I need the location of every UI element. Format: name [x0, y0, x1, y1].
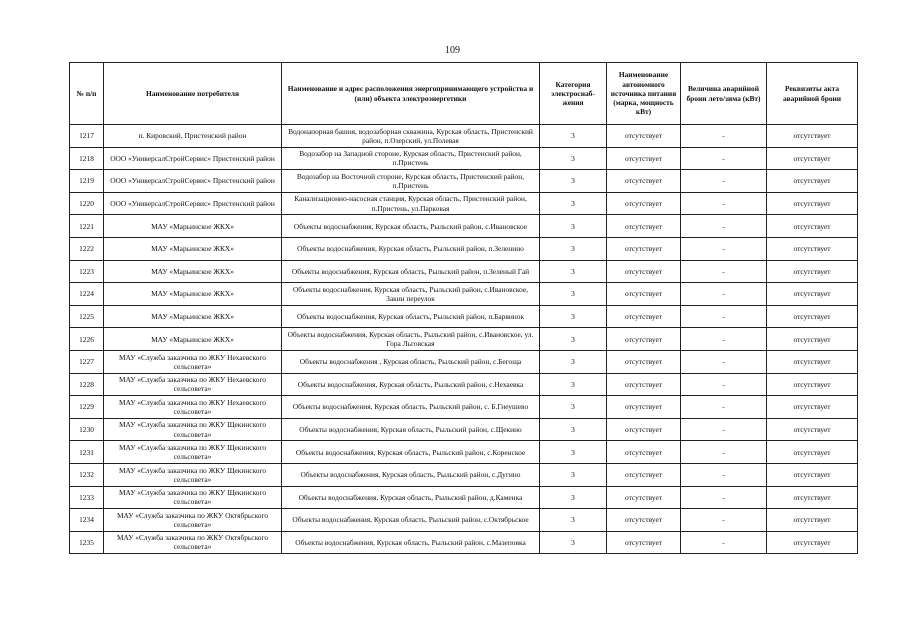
cell-act-details: отсутствует: [767, 531, 858, 554]
cell-number: 1226: [70, 328, 104, 351]
cell-power-source: отсутствует: [607, 350, 681, 373]
cell-consumer: МАУ «Служба заказчика по ЖКУ Нехаевского сельсовета»: [104, 373, 282, 396]
cell-category: 3: [540, 396, 607, 419]
cell-address: Объекты водоснабжения, Курская область, Рыльский район, п.Зеленино: [282, 237, 540, 260]
cell-number: 1221: [70, 215, 104, 238]
cell-number: 1235: [70, 531, 104, 554]
cell-address: Объекты водоснабжения, Курская область, Рыльский район, с.Нехаевка: [282, 373, 540, 396]
cell-act-details: отсутствует: [767, 170, 858, 193]
cell-power-source: отсутствует: [607, 486, 681, 509]
cell-consumer: МАУ «Марьинское ЖКХ»: [104, 237, 282, 260]
cell-act-details: отсутствует: [767, 396, 858, 419]
page-number: 109: [445, 45, 460, 56]
column-header-consumer: Наименование потребителя: [104, 63, 282, 125]
table-row: [70, 441, 858, 464]
cell-act-details: отсутствует: [767, 237, 858, 260]
cell-emergency-reserve: -: [681, 305, 767, 328]
cell-category: 3: [540, 373, 607, 396]
table-row: [70, 125, 858, 148]
table-row: [70, 396, 858, 419]
column-header-number: № п/п: [70, 63, 104, 125]
cell-emergency-reserve: -: [681, 373, 767, 396]
table-body: [70, 125, 858, 554]
cell-address: Канализационно-насосная станция, Курская область, Пристенский район, п.Пристень, ул.Парковая: [282, 192, 540, 215]
cell-category: 3: [540, 283, 607, 306]
cell-act-details: отсутствует: [767, 441, 858, 464]
cell-number: 1218: [70, 147, 104, 170]
table-row: [70, 147, 858, 170]
table-row: [70, 260, 858, 283]
table-row: [70, 463, 858, 486]
cell-address: Объекты водоснабжения, Курская область, Рыльский район, с.Ивановское, ул. Гора Льговская: [282, 328, 540, 351]
cell-category: 3: [540, 192, 607, 215]
table-row: [70, 215, 858, 238]
cell-address: Объекты водоснабжения, Курская область, Рыльский район, д.Каменка: [282, 486, 540, 509]
column-header-address: Наименование и адрес расположения энергопринимающего устройства и (или) объекта электроэнергетики: [282, 63, 540, 125]
cell-consumer: ООО «УниверсалСтройСервис» Пристенский район: [104, 147, 282, 170]
cell-power-source: отсутствует: [607, 237, 681, 260]
cell-address: Водозабор на Восточной стороне, Курская область, Пристенский район, п.Пристень: [282, 170, 540, 193]
cell-emergency-reserve: -: [681, 418, 767, 441]
cell-category: 3: [540, 215, 607, 238]
cell-power-source: отсутствует: [607, 328, 681, 351]
table-row: [70, 283, 858, 306]
cell-category: 3: [540, 486, 607, 509]
cell-act-details: отсутствует: [767, 283, 858, 306]
table-row: [70, 531, 858, 554]
cell-category: 3: [540, 147, 607, 170]
cell-category: 3: [540, 237, 607, 260]
cell-power-source: отсутствует: [607, 125, 681, 148]
cell-act-details: отсутствует: [767, 463, 858, 486]
cell-emergency-reserve: -: [681, 192, 767, 215]
cell-number: 1219: [70, 170, 104, 193]
cell-consumer: МАУ «Служба заказчика по ЖКУ Нехаевского сельсовета»: [104, 396, 282, 419]
cell-consumer: МАУ «Служба заказчика по ЖКУ Щекинского сельсовета»: [104, 486, 282, 509]
cell-consumer: МАУ «Марьинское ЖКХ»: [104, 305, 282, 328]
cell-power-source: отсутствует: [607, 192, 681, 215]
cell-address: Объекты водоснабжения, Курская область, Рыльский район, с. Б.Гнеушево: [282, 396, 540, 419]
column-header-emergency-reserve: Величина аварийной брони лето/зима (кВт): [681, 63, 767, 125]
cell-emergency-reserve: -: [681, 147, 767, 170]
cell-consumer: МАУ «Служба заказчика по ЖКУ Щекинского сельсовета»: [104, 463, 282, 486]
cell-emergency-reserve: -: [681, 260, 767, 283]
cell-act-details: отсутствует: [767, 509, 858, 532]
cell-number: 1223: [70, 260, 104, 283]
cell-power-source: отсутствует: [607, 170, 681, 193]
consumer-registry-table: [69, 62, 858, 554]
cell-address: Объекты водоснабжения, Курская область, Рыльский район, п.Зеленый Гай: [282, 260, 540, 283]
cell-category: 3: [540, 531, 607, 554]
table-row: [70, 170, 858, 193]
cell-act-details: отсутствует: [767, 147, 858, 170]
cell-act-details: отсутствует: [767, 350, 858, 373]
cell-emergency-reserve: -: [681, 463, 767, 486]
cell-category: 3: [540, 509, 607, 532]
table-row: [70, 418, 858, 441]
cell-number: 1228: [70, 373, 104, 396]
cell-power-source: отсутствует: [607, 215, 681, 238]
cell-consumer: МАУ «Служба заказчика по ЖКУ Октябрьского сельсовета»: [104, 509, 282, 532]
cell-consumer: МАУ «Марьинское ЖКХ»: [104, 328, 282, 351]
cell-address: Объекты водоснабжения, Курская область, Рыльский район, с.Дугино: [282, 463, 540, 486]
cell-address: Объекты водоснабжения, Курская область, Рыльский район, с.Мазеповка: [282, 531, 540, 554]
cell-emergency-reserve: -: [681, 170, 767, 193]
cell-power-source: отсутствует: [607, 305, 681, 328]
cell-number: 1230: [70, 418, 104, 441]
cell-act-details: отсутствует: [767, 373, 858, 396]
cell-emergency-reserve: -: [681, 125, 767, 148]
cell-act-details: отсутствует: [767, 215, 858, 238]
cell-number: 1233: [70, 486, 104, 509]
cell-address: Водонапорная башня, водозаборная скважина, Курская область, Пристенский район, п.Озерский, ул.Полевая: [282, 125, 540, 148]
cell-act-details: отсутствует: [767, 305, 858, 328]
cell-act-details: отсутствует: [767, 328, 858, 351]
cell-category: 3: [540, 260, 607, 283]
cell-category: 3: [540, 125, 607, 148]
cell-consumer: п. Кировский, Пристенский район: [104, 125, 282, 148]
cell-act-details: отсутствует: [767, 418, 858, 441]
cell-consumer: ООО «УниверсалСтройСервис» Пристенский район: [104, 170, 282, 193]
cell-address: Объекты водоснабжения, Курская область, Рыльский район, с.Коренское: [282, 441, 540, 464]
cell-number: 1217: [70, 125, 104, 148]
cell-act-details: отсутствует: [767, 486, 858, 509]
cell-number: 1234: [70, 509, 104, 532]
cell-power-source: отсутствует: [607, 396, 681, 419]
cell-number: 1231: [70, 441, 104, 464]
cell-power-source: отсутствует: [607, 463, 681, 486]
table-row: [70, 373, 858, 396]
column-header-power-source: Наименование автономного источника питания (марка, мощность кВт): [607, 63, 681, 125]
cell-number: 1229: [70, 396, 104, 419]
cell-power-source: отсутствует: [607, 418, 681, 441]
cell-address: Объекты водоснабжения, Курская область, Рыльский район, с.Ивановское: [282, 215, 540, 238]
cell-consumer: ООО «УниверсалСтройСервис» Пристенский район: [104, 192, 282, 215]
cell-address: Объекты водоснабжения, Курская область, Рыльский район, п.Барвинок: [282, 305, 540, 328]
cell-power-source: отсутствует: [607, 283, 681, 306]
header-row: [70, 63, 858, 125]
cell-number: 1220: [70, 192, 104, 215]
cell-number: 1232: [70, 463, 104, 486]
cell-consumer: МАУ «Служба заказчика по ЖКУ Октябрьского сельсовета»: [104, 531, 282, 554]
cell-consumer: МАУ «Служба заказчика по ЖКУ Нехаевского сельсовета»: [104, 350, 282, 373]
cell-consumer: МАУ «Марьинское ЖКХ»: [104, 215, 282, 238]
cell-address: Водозабор на Западной стороне, Курская область, Пристенский район, п.Пристень: [282, 147, 540, 170]
cell-category: 3: [540, 463, 607, 486]
cell-category: 3: [540, 170, 607, 193]
cell-number: 1227: [70, 350, 104, 373]
cell-consumer: МАУ «Служба заказчика по ЖКУ Щекинского сельсовета»: [104, 441, 282, 464]
cell-emergency-reserve: -: [681, 441, 767, 464]
cell-emergency-reserve: -: [681, 237, 767, 260]
cell-power-source: отсутствует: [607, 509, 681, 532]
cell-power-source: отсутствует: [607, 531, 681, 554]
table-row: [70, 350, 858, 373]
cell-act-details: отсутствует: [767, 192, 858, 215]
cell-emergency-reserve: -: [681, 486, 767, 509]
cell-category: 3: [540, 418, 607, 441]
cell-emergency-reserve: -: [681, 531, 767, 554]
cell-emergency-reserve: -: [681, 215, 767, 238]
cell-category: 3: [540, 350, 607, 373]
cell-act-details: отсутствует: [767, 125, 858, 148]
cell-address: Объекты водоснабжения, Курская область, Рыльский район, с.Ивановское, Закин переулок: [282, 283, 540, 306]
cell-emergency-reserve: -: [681, 396, 767, 419]
cell-number: 1224: [70, 283, 104, 306]
table-row: [70, 305, 858, 328]
table-row: [70, 509, 858, 532]
cell-category: 3: [540, 305, 607, 328]
column-header-act-details: Реквизиты акта аварийной брони: [767, 63, 858, 125]
cell-power-source: отсутствует: [607, 260, 681, 283]
cell-consumer: МАУ «Служба заказчика по ЖКУ Щекинского сельсовета»: [104, 418, 282, 441]
column-header-category: Категория электроснаб-жения: [540, 63, 607, 125]
cell-address: Объекты водоснабжения, Курская область, Рыльский район, с.Октябрьское: [282, 509, 540, 532]
cell-emergency-reserve: -: [681, 328, 767, 351]
cell-address: Объекты водоснабжения, Курская область, Рыльский район, с.Щекино: [282, 418, 540, 441]
table-row: [70, 328, 858, 351]
cell-number: 1222: [70, 237, 104, 260]
cell-category: 3: [540, 328, 607, 351]
cell-address: Объекты водоснабжения , Курская область, Рыльский район, с.Бегоща: [282, 350, 540, 373]
table-row: [70, 237, 858, 260]
cell-power-source: отсутствует: [607, 373, 681, 396]
cell-emergency-reserve: -: [681, 509, 767, 532]
cell-power-source: отсутствует: [607, 441, 681, 464]
cell-consumer: МАУ «Марьинское ЖКХ»: [104, 260, 282, 283]
cell-power-source: отсутствует: [607, 147, 681, 170]
cell-emergency-reserve: -: [681, 350, 767, 373]
table-row: [70, 192, 858, 215]
cell-category: 3: [540, 441, 607, 464]
cell-consumer: МАУ «Марьинское ЖКХ»: [104, 283, 282, 306]
table-row: [70, 486, 858, 509]
cell-number: 1225: [70, 305, 104, 328]
cell-emergency-reserve: -: [681, 283, 767, 306]
cell-act-details: отсутствует: [767, 260, 858, 283]
